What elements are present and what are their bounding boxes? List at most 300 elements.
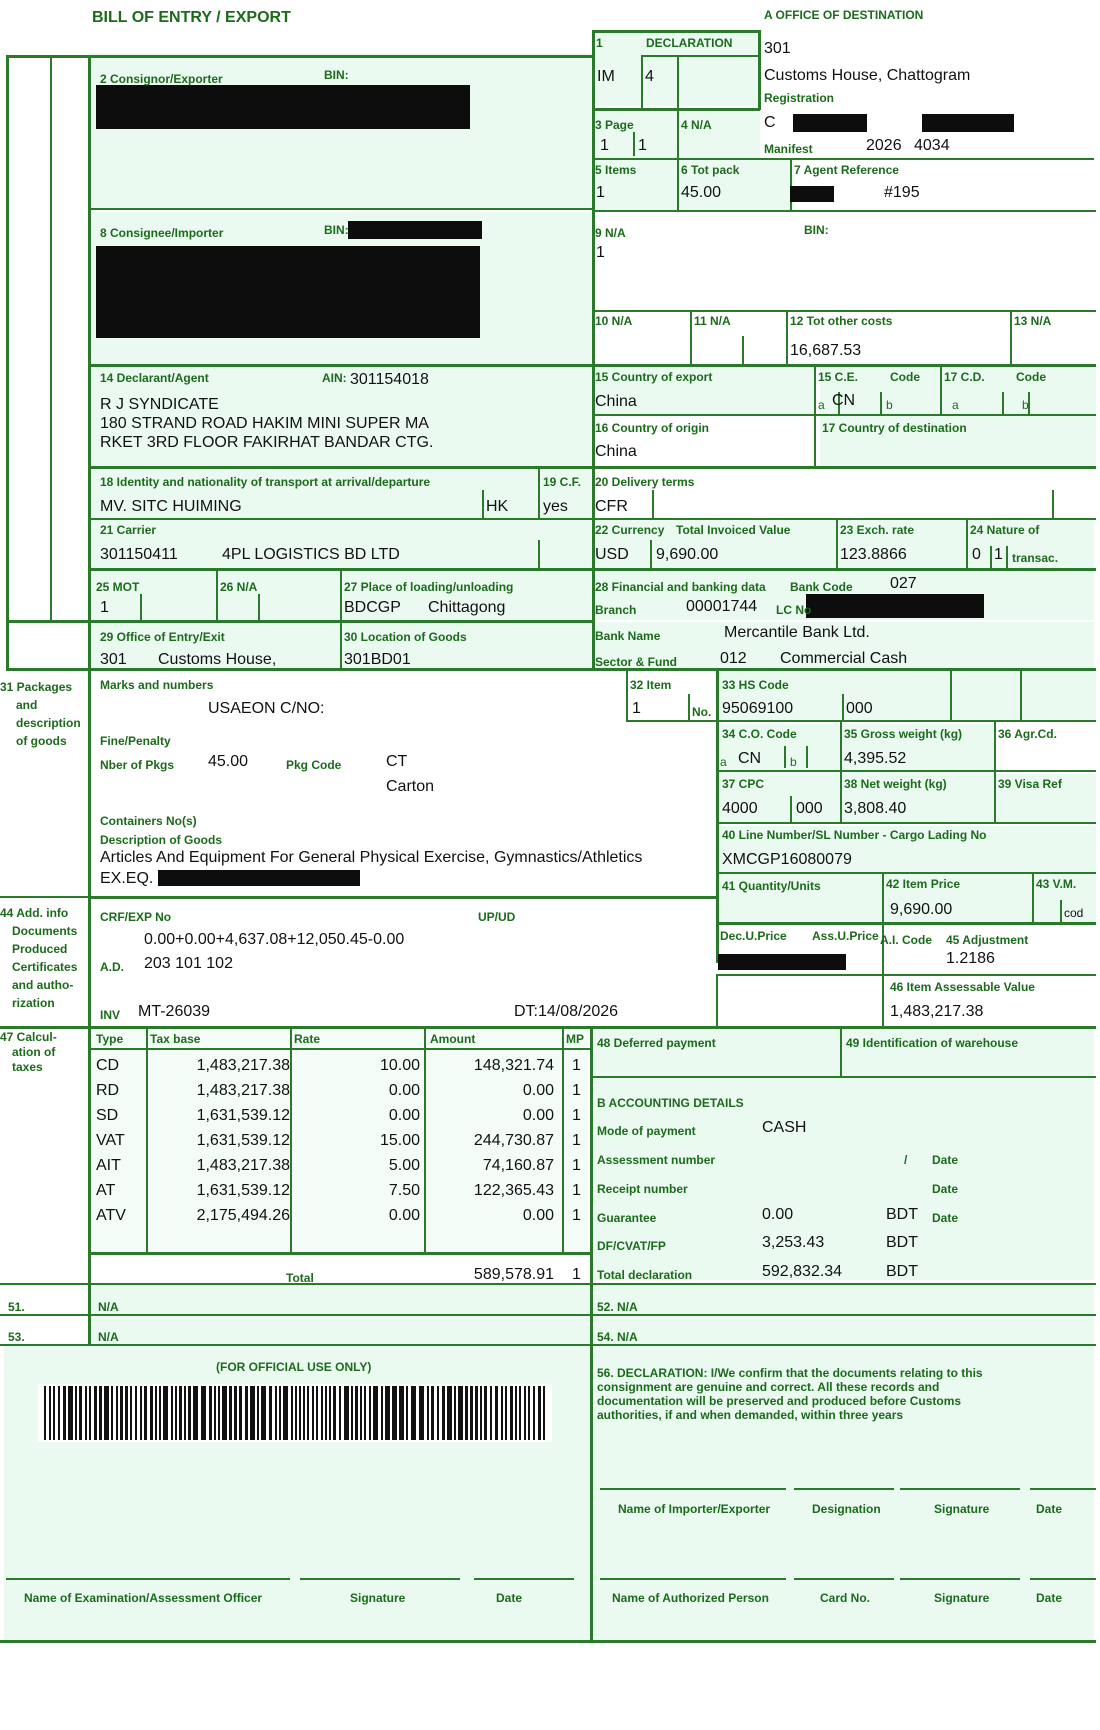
cpc-a: 4000 <box>722 800 758 817</box>
assessable-label: 46 Item Assessable Value <box>890 980 1035 994</box>
f51-num: 51. <box>8 1300 25 1314</box>
barcode-bar <box>222 1386 227 1440</box>
barcode-bar <box>89 1386 91 1440</box>
calc-row <box>96 1157 590 1182</box>
barcode-bar <box>85 1386 87 1440</box>
office-entry-code: 301 <box>100 651 127 668</box>
na10-label: 10 N/A <box>595 314 633 328</box>
gross-weight-label: 35 Gross weight (kg) <box>844 727 963 741</box>
upud-label: UP/UD <box>478 910 516 924</box>
barcode-bar <box>385 1386 390 1440</box>
mode-value: CASH <box>762 1119 807 1136</box>
total-decl-bdt: BDT <box>886 1263 918 1280</box>
barcode-bar <box>307 1386 309 1440</box>
calc-cell-amount: 74,160.87 <box>482 1157 554 1174</box>
agent-ref-label: 7 Agent Reference <box>794 163 899 177</box>
barcode-bar <box>184 1386 186 1440</box>
calc-cell-amount: 0.00 <box>522 1107 554 1124</box>
calc-cell-type: AIT <box>96 1157 121 1174</box>
calc-total-mp: 1 <box>572 1266 581 1283</box>
calc-cell-base: 1,483,217.38 <box>196 1082 290 1099</box>
calc-total-label: Total <box>286 1271 314 1285</box>
barcode-bar <box>303 1386 305 1440</box>
country-origin-label: 16 Country of origin <box>595 421 709 435</box>
barcode-bar <box>116 1386 118 1440</box>
assess-date-label: Date <box>932 1153 959 1167</box>
barcode-bar <box>316 1386 318 1440</box>
pkg-name-value: Carton <box>386 778 435 795</box>
barcode-bar <box>209 1386 212 1440</box>
sector-value: 012 <box>720 650 747 667</box>
barcode-bar <box>163 1386 168 1440</box>
registration-prefix: C <box>764 114 776 131</box>
receipt-date-label: Date <box>932 1182 959 1196</box>
calc-cell-rate: 0.00 <box>388 1082 420 1099</box>
barcode-bar <box>312 1386 314 1440</box>
page-b: 1 <box>638 137 647 154</box>
net-weight-value: 3,808.40 <box>844 800 907 817</box>
tot-other-costs-label: 12 Tot other costs <box>790 314 893 328</box>
desc-value: Articles And Equipment For General Physical Exercise, Gymnastics/Athletics <box>100 849 643 866</box>
barcode-bar <box>392 1386 397 1440</box>
tot-other-costs-value: 16,687.53 <box>790 342 862 359</box>
barcode-bar <box>79 1386 82 1440</box>
barcode-bar <box>130 1386 132 1440</box>
hs-code-label: 33 HS Code <box>722 678 789 692</box>
barcode-bar <box>63 1386 66 1440</box>
calc-cell-type: CD <box>96 1057 120 1074</box>
barcode-bar <box>201 1386 206 1440</box>
inv-label: INV <box>100 1008 121 1022</box>
items-label: 5 Items <box>595 163 637 177</box>
addinfo-label: 44 Add. info Documents Produced Certificates and autho- rization <box>0 906 78 1010</box>
calc-row <box>96 1057 590 1082</box>
sign-signature-label-2: Signature <box>934 1591 990 1605</box>
barcode-bar <box>140 1386 142 1440</box>
quantity-label: 41 Quantity/Units <box>722 879 821 893</box>
sign-date-label-2: Date <box>1036 1591 1063 1605</box>
barcode-bar <box>214 1386 216 1440</box>
calc-cell-base: 1,631,539.12 <box>196 1107 290 1124</box>
calc-cell-base: 1,631,539.12 <box>196 1132 290 1149</box>
consignee-label: 8 Consignee/Importer <box>100 226 224 240</box>
f53-value: N/A <box>98 1330 119 1344</box>
sector-label: Sector & Fund <box>595 655 678 669</box>
fund-value: Commercial Cash <box>780 650 908 667</box>
calc-header-amount: Amount <box>430 1032 476 1046</box>
office-entry-name: Customs House, <box>158 651 277 668</box>
exch-rate-label: 23 Exch. rate <box>840 523 915 537</box>
ce15-label: 15 C.E. <box>818 370 859 384</box>
barcode-bar <box>299 1386 301 1440</box>
nature-suffix: transac. <box>1012 551 1059 565</box>
office-destination-name: Customs House, Chattogram <box>764 67 971 84</box>
pkg-code-label: Pkg Code <box>286 758 342 772</box>
items-value: 1 <box>596 184 605 201</box>
barcode-bar <box>333 1386 336 1440</box>
barcode-bar <box>465 1386 468 1440</box>
co-code-label: 34 C.O. Code <box>722 727 797 741</box>
redacted-consignor <box>96 85 470 129</box>
carrier-label: 21 Carrier <box>100 523 157 537</box>
npkgs-label: Nber of Pkgs <box>100 758 175 772</box>
form-title: BILL OF ENTRY / EXPORT <box>92 9 291 26</box>
barcode-bar <box>543 1386 545 1440</box>
guarantee-value: 0.00 <box>762 1206 794 1223</box>
declaration-56: 56. DECLARATION: I/We confirm that the documents relating to this consignment are genuine and correct. All these records and documentation will be preserved and produced before Customs authorities, if and when demanded, within three years <box>597 1366 983 1422</box>
vm-value: cod <box>1064 906 1084 920</box>
barcode-bar <box>104 1386 109 1440</box>
barcode-bar <box>111 1386 113 1440</box>
inv-date: DT:14/08/2026 <box>514 1003 619 1020</box>
barcode-bar <box>419 1386 424 1440</box>
bank-code: 027 <box>890 575 917 592</box>
hs-code-value: 95069100 <box>722 700 794 717</box>
calc-cell-mp: 1 <box>572 1132 581 1149</box>
barcode-bar <box>193 1386 198 1440</box>
manifest-label: Manifest <box>764 142 813 156</box>
country-dest-label: 17 Country of destination <box>822 421 967 435</box>
calc-cell-type: VAT <box>96 1132 125 1149</box>
npkgs-value: 45.00 <box>208 753 249 770</box>
financial-label: 28 Financial and banking data <box>595 580 766 594</box>
sign-date-label-1: Date <box>1036 1502 1063 1516</box>
cf19-label: 19 C.F. <box>543 475 582 489</box>
redacted-agent-ref <box>790 186 834 202</box>
assess-label: Assessment number <box>597 1153 716 1167</box>
calc-cell-rate: 0.00 <box>388 1207 420 1224</box>
barcode-bar <box>321 1386 323 1440</box>
ce15-a: a <box>818 398 825 412</box>
ce15-b: b <box>886 398 893 412</box>
barcode-bar <box>528 1386 530 1440</box>
vm-label: 43 V.M. <box>1036 877 1077 891</box>
office-destination-code: 301 <box>764 40 791 57</box>
line-number-label: 40 Line Number/SL Number - Cargo Lading No <box>722 828 987 842</box>
desc-label: Description of Goods <box>100 833 223 847</box>
sign-signature-label-1: Signature <box>934 1502 990 1516</box>
barcode-bar <box>94 1386 97 1440</box>
calc-header-mp: MP <box>566 1032 584 1046</box>
registration-label: Registration <box>764 91 835 105</box>
sign-auth-person-label: Name of Authorized Person <box>612 1591 769 1605</box>
calc-cell-rate: 10.00 <box>379 1057 420 1074</box>
barcode-bar <box>454 1386 456 1440</box>
na9-label: 9 N/A <box>595 226 626 240</box>
co-code-value: CN <box>738 750 762 767</box>
cd17-label: 17 C.D. <box>944 370 985 384</box>
calc-cell-mp: 1 <box>572 1207 581 1224</box>
cpc-b: 000 <box>796 800 823 817</box>
dfcvat-bdt: BDT <box>886 1234 918 1251</box>
calc-row <box>96 1082 590 1107</box>
calc-cell-type: AT <box>96 1182 116 1199</box>
mot-label: 25 MOT <box>96 580 140 594</box>
calc-cell-type: ATV <box>96 1207 126 1224</box>
declaration-type: IM <box>597 68 615 85</box>
barcode-bar <box>458 1386 463 1440</box>
carrier-code: 301150411 <box>100 546 178 563</box>
barcode-bar <box>155 1386 157 1440</box>
redacted-consignee <box>96 246 480 338</box>
calc-cell-mp: 1 <box>572 1082 581 1099</box>
calc-cell-base: 2,175,494.26 <box>196 1207 290 1224</box>
sign-signature-label-officer: Signature <box>350 1591 406 1605</box>
barcode-bar <box>381 1386 383 1440</box>
gross-weight-value: 4,395.52 <box>844 750 907 767</box>
branch-value: 00001744 <box>686 598 758 615</box>
net-weight-label: 38 Net weight (kg) <box>844 777 947 791</box>
agr-cd-label: 36 Agr.Cd. <box>998 727 1057 741</box>
declarant-line1: R J SYNDICATE <box>100 396 219 413</box>
nature-b: 1 <box>994 546 1003 563</box>
redacted-consignee-bin <box>348 221 482 239</box>
barcode-bar <box>431 1386 434 1440</box>
country-origin-value: China <box>595 443 637 460</box>
redacted-registration-2 <box>922 114 1014 132</box>
barcode-bar <box>144 1386 147 1440</box>
bank-name: Mercantile Bank Ltd. <box>724 624 870 641</box>
calc-cell-amount: 122,365.43 <box>473 1182 554 1199</box>
barcode-bar <box>524 1386 526 1440</box>
guarantee-bdt: BDT <box>886 1206 918 1223</box>
calc-cell-mp: 1 <box>572 1157 581 1174</box>
na26-label: 26 N/A <box>220 580 258 594</box>
hs-code-suffix: 000 <box>846 700 873 717</box>
branch-label: Branch <box>595 603 637 617</box>
total-decl-value: 592,832.34 <box>762 1263 843 1280</box>
sign-date-label-officer: Date <box>496 1591 523 1605</box>
page-label: 3 Page <box>595 118 634 132</box>
calc-cell-mp: 1 <box>572 1057 581 1074</box>
cd17-code-label: Code <box>1016 370 1046 384</box>
barcode-bar <box>250 1386 255 1440</box>
dec-price-label: Dec.U.Price <box>720 929 787 943</box>
ce15-code-label: Code <box>890 370 920 384</box>
declaration-label: DECLARATION <box>646 36 733 50</box>
barcode-bar <box>364 1386 366 1440</box>
calc-row <box>96 1132 590 1157</box>
na9-value: 1 <box>596 244 605 261</box>
barcode-bar <box>360 1386 362 1440</box>
declarant-label: 14 Declarant/Agent <box>100 371 209 385</box>
barcode-bar <box>295 1386 297 1440</box>
accounting-label: B ACCOUNTING DETAILS <box>597 1096 744 1110</box>
declarant-line2: 180 STRAND ROAD HAKIM MINI SUPER MA <box>100 415 429 432</box>
barcode-bar <box>179 1386 182 1440</box>
barcode-bar <box>75 1386 77 1440</box>
assessable-value: 1,483,217.38 <box>890 1003 984 1020</box>
barcode-bar <box>283 1386 288 1440</box>
pkg-code-value: CT <box>386 753 408 770</box>
location-goods-value: 301BD01 <box>344 651 411 668</box>
barcode-bar <box>135 1386 137 1440</box>
assess-slash: / <box>904 1153 908 1167</box>
calc-cell-amount: 148,321.74 <box>473 1057 554 1074</box>
calc-cell-mp: 1 <box>572 1182 581 1199</box>
redacted-goods-desc <box>158 870 360 886</box>
barcode-bar <box>344 1386 349 1440</box>
dfcvat-label: DF/CVAT/FP <box>597 1239 666 1253</box>
item32-no-label: No. <box>692 705 712 719</box>
ad-value: 203 101 102 <box>144 955 233 972</box>
calc-total-value: 589,578.91 <box>473 1266 554 1283</box>
place-loading-label: 27 Place of loading/unloading <box>344 580 514 594</box>
barcode-bar <box>44 1386 46 1440</box>
barcode-bar <box>239 1386 242 1440</box>
ad-label: A.D. <box>100 960 124 974</box>
barcode-bar <box>442 1386 445 1440</box>
calc-row <box>96 1207 590 1232</box>
item32-label: 32 Item <box>630 678 672 692</box>
f53-num: 53. <box>8 1330 25 1344</box>
item32-value: 1 <box>632 700 641 717</box>
tiv-value: 9,690.00 <box>656 546 719 563</box>
barcode-bar <box>351 1386 353 1440</box>
barcode-bar <box>325 1386 327 1440</box>
transport-vessel: MV. SITC HUIMING <box>100 498 242 515</box>
crf-value: 0.00+0.00+4,637.08+12,050.45-0.00 <box>144 931 405 948</box>
dfcvat-value: 3,253.43 <box>762 1234 825 1251</box>
cpc-label: 37 CPC <box>722 777 765 791</box>
barcode-bar <box>275 1386 277 1440</box>
office-entry-label: 29 Office of Entry/Exit <box>100 630 225 644</box>
delivery-value: CFR <box>595 498 628 515</box>
na9-bin-label: BIN: <box>804 223 829 237</box>
barcode-bar <box>369 1386 371 1440</box>
barcode-bar <box>490 1386 492 1440</box>
barcode-bar <box>470 1386 473 1440</box>
warehouse-label: 49 Identification of warehouse <box>846 1036 1019 1050</box>
cd17-b: b <box>1022 398 1029 412</box>
barcode-bar <box>495 1386 498 1440</box>
f52-label: 52. N/A <box>597 1300 638 1314</box>
page-a: 1 <box>600 137 609 154</box>
barcode-bar <box>234 1386 237 1440</box>
official-use-label: (FOR OFFICIAL USE ONLY) <box>216 1360 372 1374</box>
tiv-label: Total Invoiced Value <box>676 523 791 537</box>
f51-value: N/A <box>98 1300 119 1314</box>
calc-label: 47 Calcul- ation of taxes <box>0 1030 57 1074</box>
barcode-bar <box>218 1386 220 1440</box>
ce15-cn: CN <box>832 392 856 409</box>
country-export-label: 15 Country of export <box>595 370 713 384</box>
item-price-label: 42 Item Price <box>886 877 961 891</box>
na11-label: 11 N/A <box>694 314 731 328</box>
packages-label: 31 Packages and description of goods <box>0 680 81 748</box>
barcode-bar <box>501 1386 503 1440</box>
calc-cell-amount: 0.00 <box>522 1207 554 1224</box>
item-price-value: 9,690.00 <box>890 901 953 918</box>
transport-label: 18 Identity and nationality of transport at arrival/departure <box>100 475 431 489</box>
calc-header-base: Tax base <box>150 1032 201 1046</box>
agent-ref-value: #195 <box>884 184 920 201</box>
manifest-year: 2026 <box>866 137 902 154</box>
mot-value: 1 <box>100 599 109 616</box>
ai-code-label: A.I. Code <box>880 933 933 947</box>
guarantee-date-label: Date <box>932 1211 959 1225</box>
desc-value-2: EX.EQ. <box>100 870 154 887</box>
barcode-bar <box>475 1386 478 1440</box>
barcode-bar <box>339 1386 341 1440</box>
sign-officer-label: Name of Examination/Assessment Officer <box>24 1591 263 1605</box>
calc-table <box>96 1057 590 1232</box>
barcode-bar <box>269 1386 272 1440</box>
barcode-bar <box>171 1386 173 1440</box>
redacted-registration-1 <box>793 114 867 132</box>
carrier-name: 4PL LOGISTICS BD LTD <box>222 546 400 563</box>
barcode-bar <box>188 1386 191 1440</box>
barcode-bar <box>53 1386 55 1440</box>
fine-label: Fine/Penalty <box>100 734 171 748</box>
marks-label: Marks and numbers <box>100 678 214 692</box>
calc-cell-mp: 1 <box>572 1107 581 1124</box>
line-number-value: XMCGP16080079 <box>722 851 852 868</box>
crf-label: CRF/EXP No <box>100 910 172 924</box>
declaration-code: 4 <box>645 68 654 85</box>
barcode-bar <box>411 1386 416 1440</box>
barcode-bar <box>406 1386 408 1440</box>
barcode-bar <box>484 1386 487 1440</box>
barcode-bar <box>533 1386 535 1440</box>
marks-value: USAEON C/NO: <box>208 700 325 717</box>
calc-cell-base: 1,483,217.38 <box>196 1057 290 1074</box>
ass-price-label: Ass.U.Price <box>812 929 879 943</box>
inv-value: MT-26039 <box>138 1003 211 1020</box>
place-loading-name: Chittagong <box>428 599 506 616</box>
calc-cell-base: 1,483,217.38 <box>196 1157 290 1174</box>
barcode-bar <box>515 1386 517 1440</box>
cf19-value: yes <box>543 498 568 515</box>
declarant-ain-label: AIN: <box>322 371 347 385</box>
redacted-lc-no <box>806 594 984 618</box>
barcode-bar <box>355 1386 358 1440</box>
sign-importer-label: Name of Importer/Exporter <box>618 1502 771 1516</box>
currency-label: 22 Currency <box>595 523 665 537</box>
barcode-bar <box>257 1386 259 1440</box>
barcode-bar <box>373 1386 378 1440</box>
barcode-bar <box>175 1386 177 1440</box>
na4-label: 4 N/A <box>681 118 712 132</box>
barcode-bar <box>519 1386 521 1440</box>
calc-cell-amount: 0.00 <box>522 1082 554 1099</box>
calc-cell-base: 1,631,539.12 <box>196 1182 290 1199</box>
tot-pack-value: 45.00 <box>681 184 722 201</box>
guarantee-label: Guarantee <box>597 1211 657 1225</box>
bank-name-label: Bank Name <box>595 629 661 643</box>
calc-cell-type: SD <box>96 1107 119 1124</box>
calc-row <box>96 1107 590 1132</box>
barcode-bar <box>505 1386 507 1440</box>
barcode-bar <box>480 1386 482 1440</box>
delivery-label: 20 Delivery terms <box>595 475 695 489</box>
barcode-bar <box>159 1386 161 1440</box>
visa-ref-label: 39 Visa Ref <box>998 777 1062 791</box>
barcode-bar <box>399 1386 404 1440</box>
barcode-bar <box>447 1386 452 1440</box>
calc-cell-rate: 15.00 <box>379 1132 420 1149</box>
sign-card-label: Card No. <box>820 1591 871 1605</box>
barcode-bar <box>427 1386 429 1440</box>
barcode-bar <box>291 1386 293 1440</box>
country-export-value: China <box>595 393 637 410</box>
barcode-bar <box>49 1386 51 1440</box>
total-decl-label: Total declaration <box>597 1268 693 1282</box>
barcode-bar <box>99 1386 102 1440</box>
adjustment-value: 1.2186 <box>946 950 995 967</box>
consignor-label: 2 Consignor/Exporter <box>100 72 223 86</box>
location-goods-label: 30 Location of Goods <box>344 630 467 644</box>
